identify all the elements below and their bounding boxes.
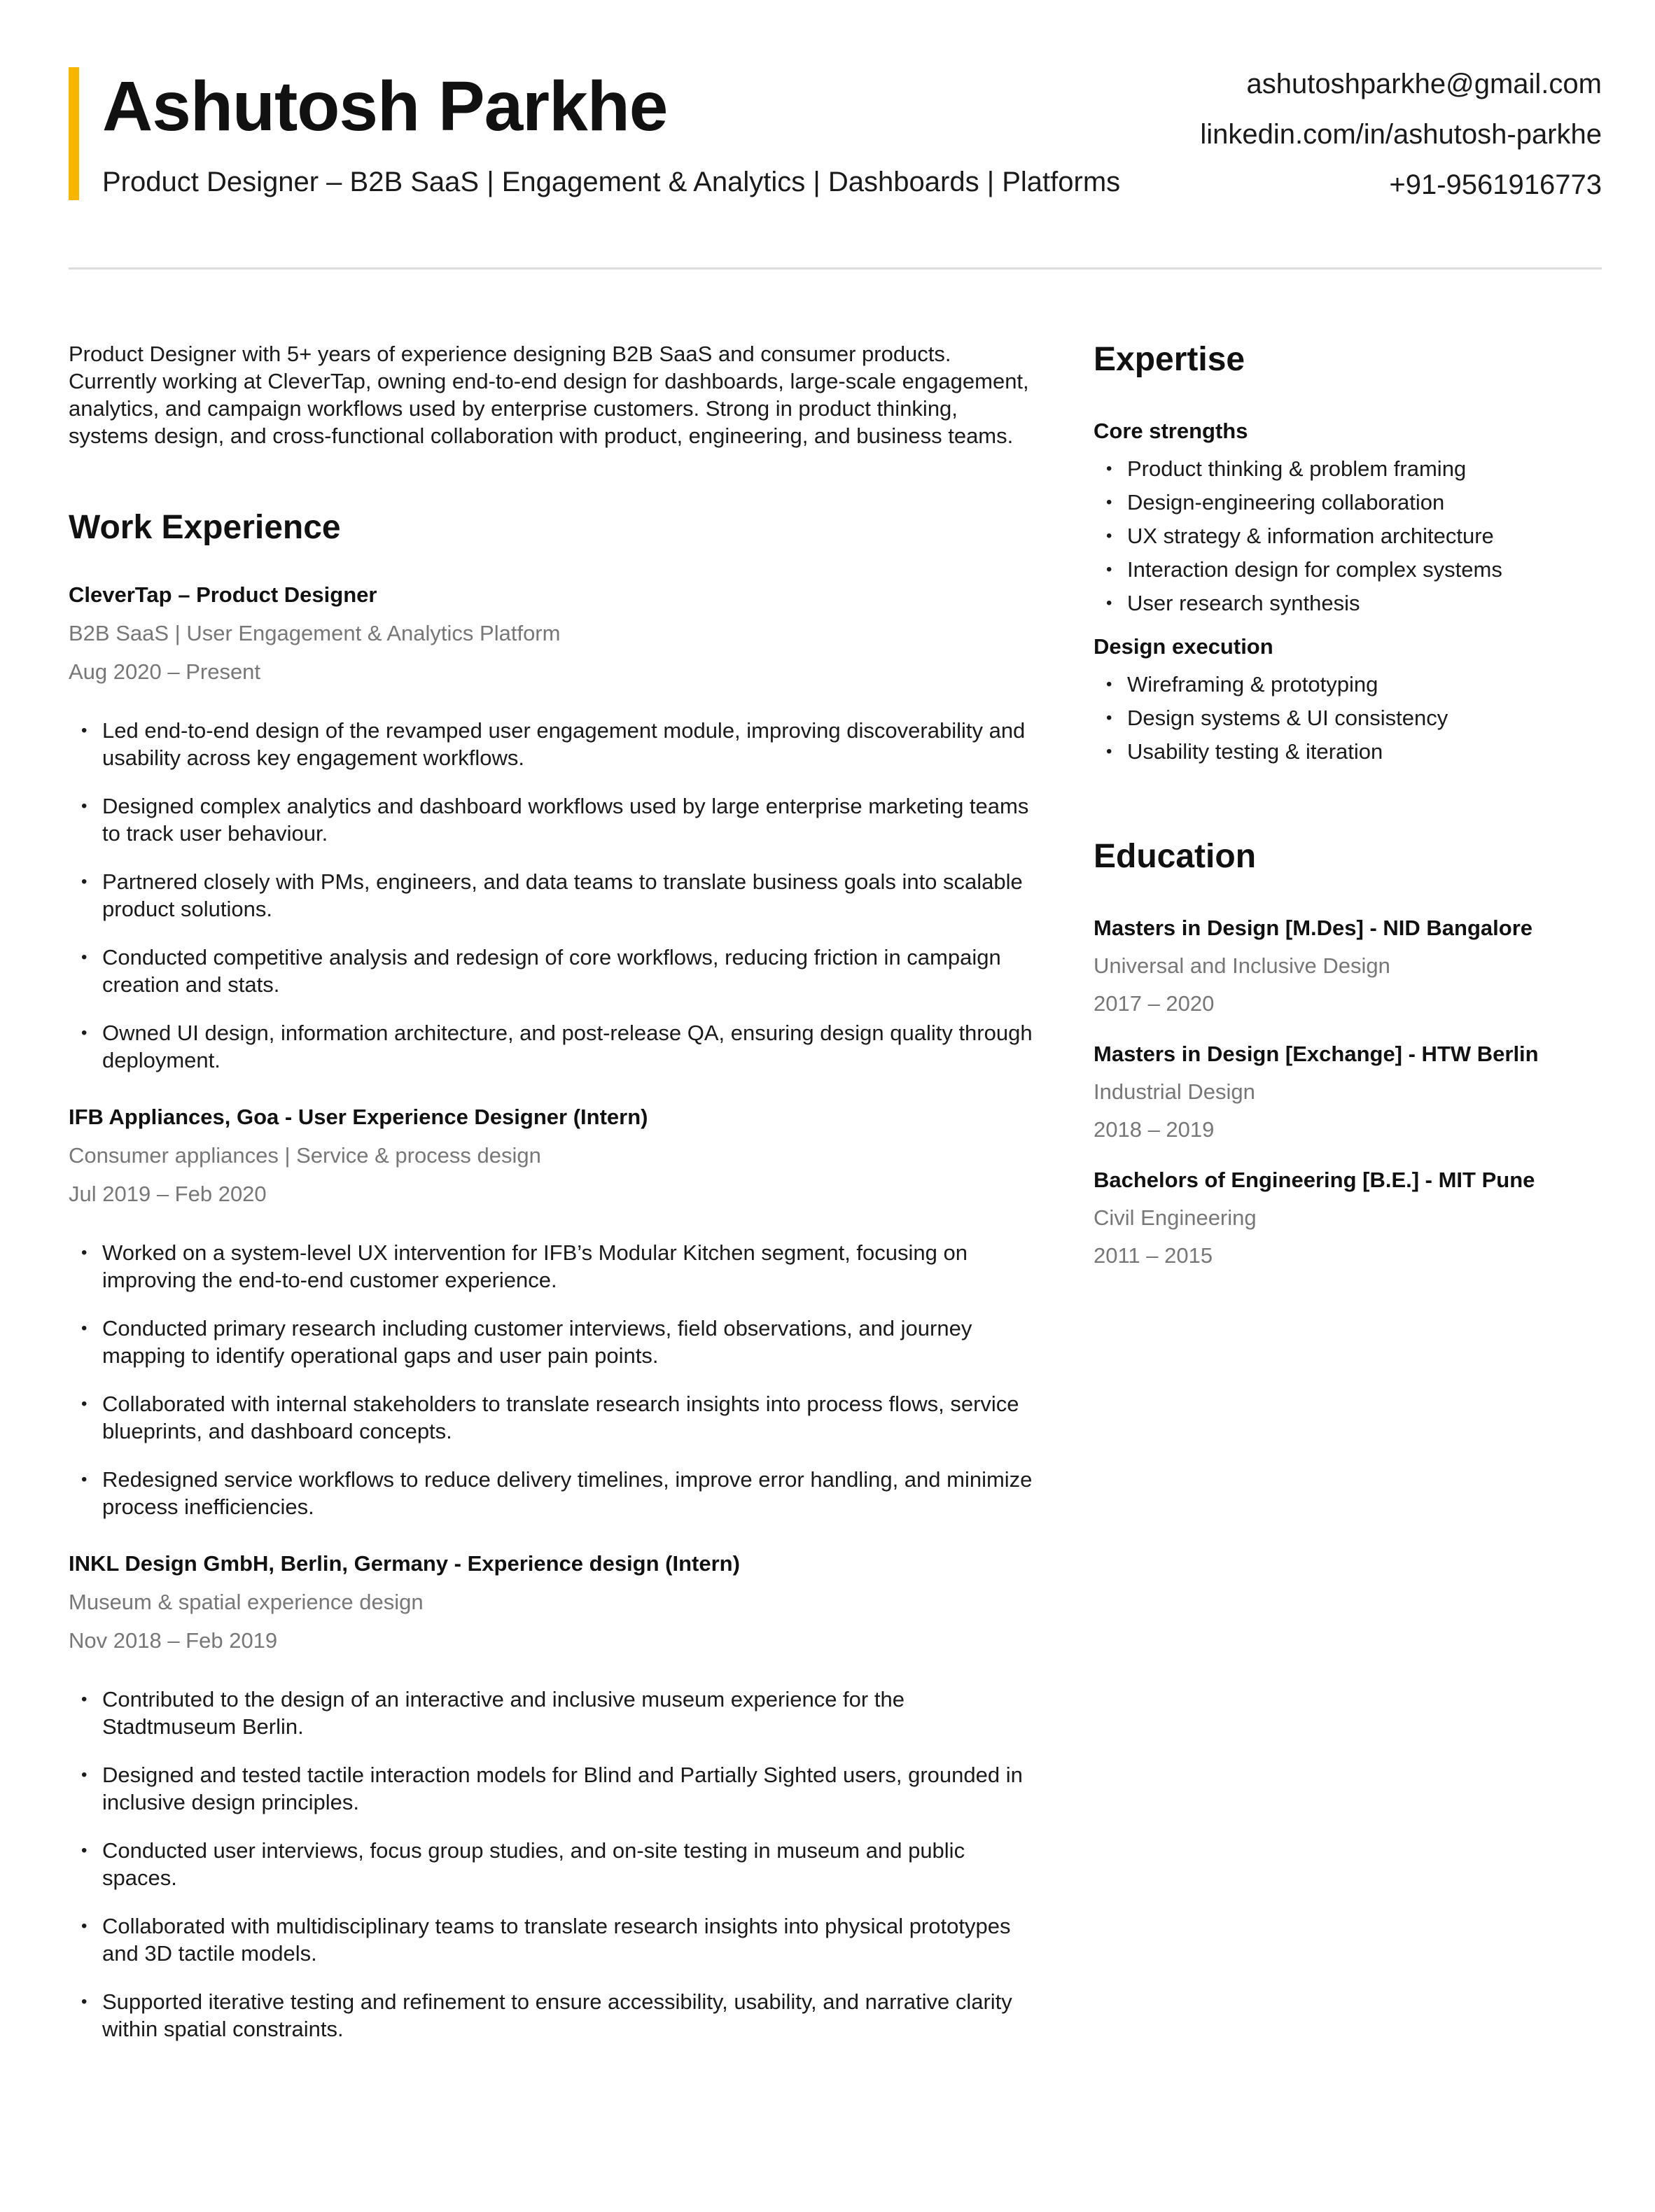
bullet-icon: • [81, 1394, 88, 1413]
bullet-icon: • [81, 872, 88, 891]
bullet-icon: • [81, 797, 88, 816]
education-title: Education [1094, 838, 1257, 875]
skill-item [1094, 556, 1602, 584]
skill-group-heading: Core strengths [1094, 419, 1248, 443]
bullet-text: Worked on a system-level UX intervention for IFB’s Modular Kitchen segment, focusing on improving the end-to-end customer experience. [102, 1240, 968, 1292]
resume-page [69, 67, 1602, 2041]
headline: Product Designer – B2B SaaS | Engagement & Analytics | Dashboards | Platforms [102, 167, 1121, 197]
education-entry [1094, 914, 1602, 1018]
accent-bar [69, 67, 79, 200]
bullet-text: Collaborated with multidisciplinary teams to translate research insights into physical prototypes and 3D tactile models. [102, 1914, 1011, 1966]
degree-dates: 2017 – 2020 [1094, 991, 1215, 1016]
bullet-item [69, 1315, 1035, 1369]
bullet-text: Contributed to the design of an interactive and inclusive museum experience for the Stadtmuseum Berlin. [102, 1687, 905, 1739]
degree-dates: 2011 – 2015 [1094, 1243, 1213, 1268]
bullet-text: Conducted competitive analysis and redesign of core workflows, reducing friction in campaign creation and stats. [102, 945, 1001, 997]
bullet-icon: • [1106, 560, 1112, 579]
bullet-icon: • [1106, 459, 1112, 478]
job-entry [69, 1103, 1035, 1520]
skill-text: Wireframing & prototyping [1127, 672, 1378, 696]
skill-item [1094, 489, 1602, 517]
bullet-text: Redesigned service workflows to reduce delivery timelines, improve error handling, and minimize process inefficiencies. [102, 1467, 1033, 1519]
bullet-text: Conducted primary research including customer interviews, field observations, and journey mapping to identify operational gaps and user pain points. [102, 1316, 972, 1368]
bullet-text: Led end-to-end design of the revamped user engagement module, improving discoverability and usability across key engagement workflows. [102, 718, 1026, 770]
job-bullets [69, 1239, 1035, 1520]
bullet-text: Supported iterative testing and refinement to ensure accessibility, usability, and narrative clarity within spatial constraints. [102, 1989, 1012, 2041]
contact-block [1200, 67, 1602, 218]
bullet-item [69, 1390, 1035, 1445]
bullet-icon: • [81, 948, 88, 967]
skill-group-heading: Design execution [1094, 634, 1273, 659]
bullet-item [69, 1761, 1035, 1816]
bullet-icon: • [81, 1690, 88, 1709]
skill-list [1094, 455, 1602, 617]
skill-group [1094, 417, 1602, 617]
skill-item [1094, 704, 1602, 732]
bullet-icon: • [81, 1992, 88, 2011]
bullet-icon: • [81, 1841, 88, 1860]
degree-field: Civil Engineering [1094, 1205, 1257, 1230]
right-column [1094, 340, 1602, 1270]
bullet-icon: • [81, 1319, 88, 1338]
left-column [69, 340, 1035, 2064]
bullet-icon: • [81, 1470, 88, 1489]
work-experience-title: Work Experience [69, 509, 341, 546]
bullet-text: Owned UI design, information architecture, and post-release QA, ensuring design quality through deployment. [102, 1021, 1033, 1072]
bullet-item [69, 717, 1035, 771]
job-dates: Jul 2019 – Feb 2020 [69, 1182, 267, 1206]
job-entry [69, 1550, 1035, 2043]
skill-item [1094, 738, 1602, 766]
degree-field: Universal and Inclusive Design [1094, 953, 1390, 978]
job-title: IFB Appliances, Goa - User Experience Designer (Intern) [69, 1105, 648, 1129]
bullet-item [69, 1239, 1035, 1294]
bullet-text: Collaborated with internal stakeholders to translate research insights into process flows, service blueprints, and dashboard concepts. [102, 1392, 1019, 1443]
bullet-item [69, 1019, 1035, 1074]
bullet-text: Designed complex analytics and dashboard workflows used by large enterprise marketing teams to track user behaviour. [102, 794, 1029, 846]
bullet-icon: • [81, 1765, 88, 1784]
job-subtitle: Consumer appliances | Service & process design [69, 1143, 541, 1168]
bullet-icon: • [1106, 526, 1112, 545]
job-entry [69, 581, 1035, 1074]
degree-title: Masters in Design [M.Des] - NID Bangalore [1094, 916, 1533, 940]
degree-title: Masters in Design [Exchange] - HTW Berlin [1094, 1042, 1539, 1066]
skill-item [1094, 589, 1602, 617]
education-entry [1094, 1040, 1602, 1144]
bullet-item [69, 944, 1035, 998]
phone-number[interactable]: +91-9561916773 [1389, 169, 1602, 200]
skill-text: UX strategy & information architecture [1127, 524, 1494, 548]
degree-title: Bachelors of Engineering [B.E.] - MIT Pune [1094, 1168, 1535, 1192]
bullet-icon: • [1106, 675, 1112, 694]
header-divider [69, 267, 1602, 270]
skill-text: Interaction design for complex systems [1127, 557, 1502, 582]
skill-text: Design systems & UI consistency [1127, 706, 1448, 730]
resume-header [69, 67, 1602, 200]
bullet-icon: • [1106, 742, 1112, 761]
email-link[interactable]: ashutoshparkhe@gmail.com [1246, 69, 1602, 99]
candidate-name: Ashutosh Parkhe [102, 67, 668, 146]
job-subtitle: B2B SaaS | User Engagement & Analytics Platform [69, 621, 561, 645]
profile-summary: Product Designer with 5+ years of experience designing B2B SaaS and consumer products. Currently working at CleverTap, owning end-to-end design for dashboards, large-scale engagement, analytics, and campaign workflows used by enterprise customers. Strong in product thinking, systems design, and cross-functional collaboration with product, engineering, and business teams. [69, 342, 1029, 448]
skill-text: Design-engineering collaboration [1127, 490, 1445, 514]
bullet-item [69, 868, 1035, 923]
job-dates: Nov 2018 – Feb 2019 [69, 1628, 278, 1653]
bullet-icon: • [81, 1243, 88, 1262]
bullet-text: Conducted user interviews, focus group studies, and on-site testing in museum and public spaces. [102, 1838, 965, 1890]
skill-text: Usability testing & iteration [1127, 739, 1383, 764]
bullet-item [69, 792, 1035, 847]
bullet-icon: • [1106, 708, 1112, 727]
job-bullets [69, 717, 1035, 1074]
bullet-icon: • [1106, 493, 1112, 512]
skill-text: User research synthesis [1127, 591, 1360, 615]
skill-group [1094, 633, 1602, 766]
skill-item [1094, 522, 1602, 550]
bullet-item [69, 1988, 1035, 2043]
skill-list [1094, 671, 1602, 766]
bullet-text: Partnered closely with PMs, engineers, and data teams to translate business goals into scalable product solutions. [102, 869, 1023, 921]
bullet-item [69, 1837, 1035, 1891]
skill-text: Product thinking & problem framing [1127, 456, 1467, 481]
bullet-icon: • [81, 721, 88, 740]
degree-dates: 2018 – 2019 [1094, 1117, 1215, 1142]
bullet-item [69, 1466, 1035, 1520]
job-title: CleverTap – Product Designer [69, 582, 377, 607]
bullet-icon: • [1106, 594, 1112, 612]
bullet-icon: • [81, 1023, 88, 1042]
education-entry [1094, 1166, 1602, 1270]
job-title: INKL Design GmbH, Berlin, Germany - Experience design (Intern) [69, 1551, 740, 1576]
bullet-text: Designed and tested tactile interaction models for Blind and Partially Sighted users, grounded in inclusive design principles. [102, 1763, 1023, 1814]
bullet-item [69, 1912, 1035, 1967]
skill-item [1094, 455, 1602, 483]
expertise-title: Expertise [1094, 341, 1245, 378]
bullet-item [69, 1686, 1035, 1740]
bullet-icon: • [81, 1917, 88, 1935]
job-dates: Aug 2020 – Present [69, 659, 261, 684]
job-subtitle: Museum & spatial experience design [69, 1590, 424, 1614]
linkedin-link[interactable]: linkedin.com/in/ashutosh-parkhe [1200, 119, 1602, 150]
job-bullets [69, 1686, 1035, 2043]
degree-field: Industrial Design [1094, 1079, 1255, 1104]
skill-item [1094, 671, 1602, 699]
